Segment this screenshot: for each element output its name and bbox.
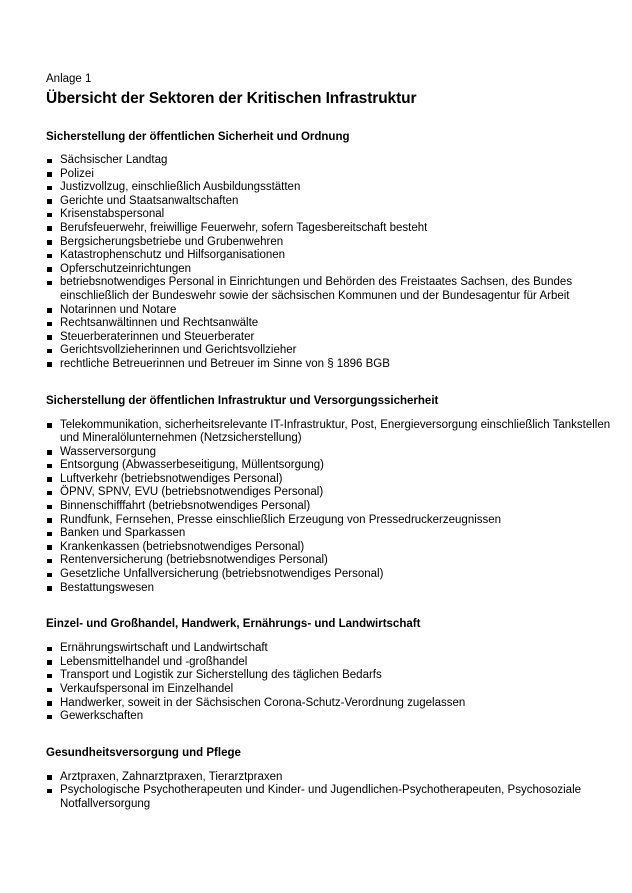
section-heading-public-safety: Sicherstellung der öffentlichen Sicherheit und Ordnung xyxy=(46,131,350,143)
section-heading-trade-crafts-agriculture: Einzel- und Großhandel, Handwerk, Ernährungs- und Landwirtschaft xyxy=(46,618,421,631)
section-list-health-care xyxy=(46,771,616,812)
bullet-icon xyxy=(47,335,52,340)
bullet-icon xyxy=(47,532,52,537)
bullet-icon xyxy=(47,322,52,327)
list-item xyxy=(46,683,616,697)
bullet-icon xyxy=(47,715,52,720)
bullet-icon xyxy=(47,545,52,550)
list-item xyxy=(46,541,616,555)
list-item-text: Banken und Sparkassen xyxy=(60,527,186,540)
list-item-text: Psychologische Psychotherapeuten und Kinder- und Jugendlichen-Psychotherapeuten, Psychosoziale Notfallversorgung xyxy=(60,784,582,810)
list-item-text: Notarinnen und Notare xyxy=(60,303,177,316)
bullet-icon xyxy=(47,254,52,259)
section-heading-health-care: Gesundheitsversorgung und Pflege xyxy=(46,746,241,759)
page-title: Übersicht der Sektoren der Kritischen Infrastruktur xyxy=(46,90,417,107)
list-item-text: Steuerberaterinnen und Steuerberater xyxy=(60,330,255,343)
bullet-icon xyxy=(47,423,52,428)
list-item-text: Rundfunk, Fernsehen, Presse einschließlich Erzeugung von Pressedruckerzeugnissen xyxy=(60,513,502,526)
bullet-icon xyxy=(47,491,52,496)
list-item xyxy=(46,236,616,250)
list-item xyxy=(46,344,616,358)
list-item xyxy=(46,473,616,487)
bullet-icon xyxy=(47,505,52,510)
list-item xyxy=(46,181,616,195)
bullet-icon xyxy=(47,775,52,780)
list-item-text: Sächsischer Landtag xyxy=(60,154,168,166)
list-item xyxy=(46,331,616,345)
bullet-icon xyxy=(47,573,52,578)
bullet-icon xyxy=(47,559,52,564)
list-item-text: Gesetzliche Unfallversicherung (betriebsnotwendiges Personal) xyxy=(60,568,384,581)
bullet-icon xyxy=(47,789,52,794)
list-item xyxy=(46,317,616,331)
list-item-text: Katastrophenschutz und Hilfsorganisationen xyxy=(60,249,286,262)
list-item-text: Arztpraxen, Zahnarztpraxen, Tierarztpraxen xyxy=(60,770,283,783)
list-item-text: Gerichte und Staatsanwaltschaften xyxy=(60,194,239,207)
list-item-text: Lebensmittelhandel und -großhandel xyxy=(60,655,248,668)
list-item-text: Entsorgung (Abwasserbeseitigung, Müllentsorgung) xyxy=(60,459,325,472)
section-heading-public-infrastructure: Sicherstellung der öffentlichen Infrastruktur und Versorgungssicherheit xyxy=(46,394,439,407)
list-item-text: Gerichtsvollzieherinnen und Gerichtsvollzieher xyxy=(60,344,297,357)
list-item-text: Ernährungswirtschaft und Landwirtschaft xyxy=(60,642,268,655)
list-item-text: Krisenstabspersonal xyxy=(60,208,165,221)
annex-label: Anlage 1 xyxy=(46,73,92,85)
bullet-icon xyxy=(47,674,52,679)
list-item xyxy=(46,358,616,372)
list-item xyxy=(46,642,616,656)
list-item-text: Krankenkassen (betriebsnotwendiges Personal) xyxy=(60,540,305,553)
list-item-text: Bergsicherungsbetriebe und Grubenwehren xyxy=(60,235,284,248)
list-item xyxy=(46,276,616,303)
list-item xyxy=(46,710,616,724)
list-item xyxy=(46,486,616,500)
section-list-trade-crafts-agriculture xyxy=(46,642,616,724)
section-list-public-safety xyxy=(46,154,616,372)
list-item-text: Telekommunikation, sicherheitsrelevante IT-Infrastruktur, Post, Energieversorgung einschließlich Tankstellen und Mineralölunternehmen (Netzsicherstellung) xyxy=(60,418,611,445)
list-item xyxy=(46,263,616,277)
list-item-text: Binnenschifffahrt (betriebsnotwendiges Personal) xyxy=(60,500,311,513)
list-item xyxy=(46,697,616,711)
bullet-icon xyxy=(47,688,52,693)
list-item-text: Rentenversicherung (betriebsnotwendiges Personal) xyxy=(60,554,328,567)
list-item xyxy=(46,656,616,670)
list-item-text: Gewerkschaften xyxy=(60,710,144,723)
list-item-text: betriebsnotwendiges Personal in Einrichtungen und Behörden des Freistaates Sachsen, des Bundes einschließlich der Bundeswehr sowie der sächsischen Kommunen und der Bundesagentur für Arbeit xyxy=(60,276,573,302)
list-item xyxy=(46,304,616,318)
bullet-icon xyxy=(47,647,52,652)
list-item xyxy=(46,154,616,168)
list-item-text: Verkaufspersonal im Einzelhandel xyxy=(60,683,234,695)
list-item-text: Justizvollzug, einschließlich Ausbildungsstätten xyxy=(60,181,301,194)
bullet-icon xyxy=(47,186,52,191)
list-item xyxy=(46,459,616,473)
list-item-text: Opferschutzeinrichtungen xyxy=(60,262,192,275)
bullet-icon xyxy=(47,701,52,706)
bullet-icon xyxy=(47,349,52,354)
list-item xyxy=(46,554,616,568)
list-item xyxy=(46,582,616,596)
bullet-icon xyxy=(47,226,52,231)
bullet-icon xyxy=(47,199,52,204)
list-item xyxy=(46,222,616,236)
bullet-icon xyxy=(47,450,52,455)
bullet-icon xyxy=(47,362,52,367)
section-list-public-infrastructure xyxy=(46,419,616,596)
bullet-icon xyxy=(47,660,52,665)
list-item xyxy=(46,669,616,683)
list-item-text: Handwerker, soweit in der Sächsischen Corona-Schutz-Verordnung zugelassen xyxy=(60,696,466,709)
list-item-text: Rechtsanwältinnen und Rechtsanwälte xyxy=(60,317,259,330)
list-item-text: Luftverkehr (betriebsnotwendiges Personal) xyxy=(60,472,283,485)
list-item xyxy=(46,568,616,582)
bullet-icon xyxy=(47,159,52,164)
list-item xyxy=(46,446,616,460)
list-item xyxy=(46,419,616,446)
document-page xyxy=(46,72,616,812)
bullet-icon xyxy=(47,213,52,218)
list-item-text: Transport und Logistik zur Sicherstellung des täglichen Bedarfs xyxy=(60,669,382,682)
list-item xyxy=(46,249,616,263)
bullet-icon xyxy=(47,172,52,177)
list-item-text: ÖPNV, SPNV, EVU (betriebsnotwendiges Personal) xyxy=(60,486,324,499)
list-item xyxy=(46,500,616,514)
list-item-text: Bestattungswesen xyxy=(60,581,154,594)
list-item-text: Wasserversorgung xyxy=(60,445,157,458)
list-item-text: rechtliche Betreuerinnen und Betreuer im Sinne von § 1896 BGB xyxy=(60,357,390,370)
bullet-icon xyxy=(47,586,52,591)
list-item xyxy=(46,784,616,811)
list-item xyxy=(46,527,616,541)
list-item xyxy=(46,208,616,222)
bullet-icon xyxy=(47,267,52,272)
bullet-icon xyxy=(47,240,52,245)
bullet-icon xyxy=(47,281,52,286)
list-item xyxy=(46,168,616,182)
bullet-icon xyxy=(47,518,52,523)
bullet-icon xyxy=(47,464,52,469)
bullet-icon xyxy=(47,477,52,482)
list-item xyxy=(46,771,616,785)
list-item xyxy=(46,514,616,528)
list-item xyxy=(46,195,616,209)
list-item-text: Polizei xyxy=(60,167,94,180)
bullet-icon xyxy=(47,308,52,313)
list-item-text: Berufsfeuerwehr, freiwillige Feuerwehr, sofern Tagesbereitschaft besteht xyxy=(60,221,428,234)
